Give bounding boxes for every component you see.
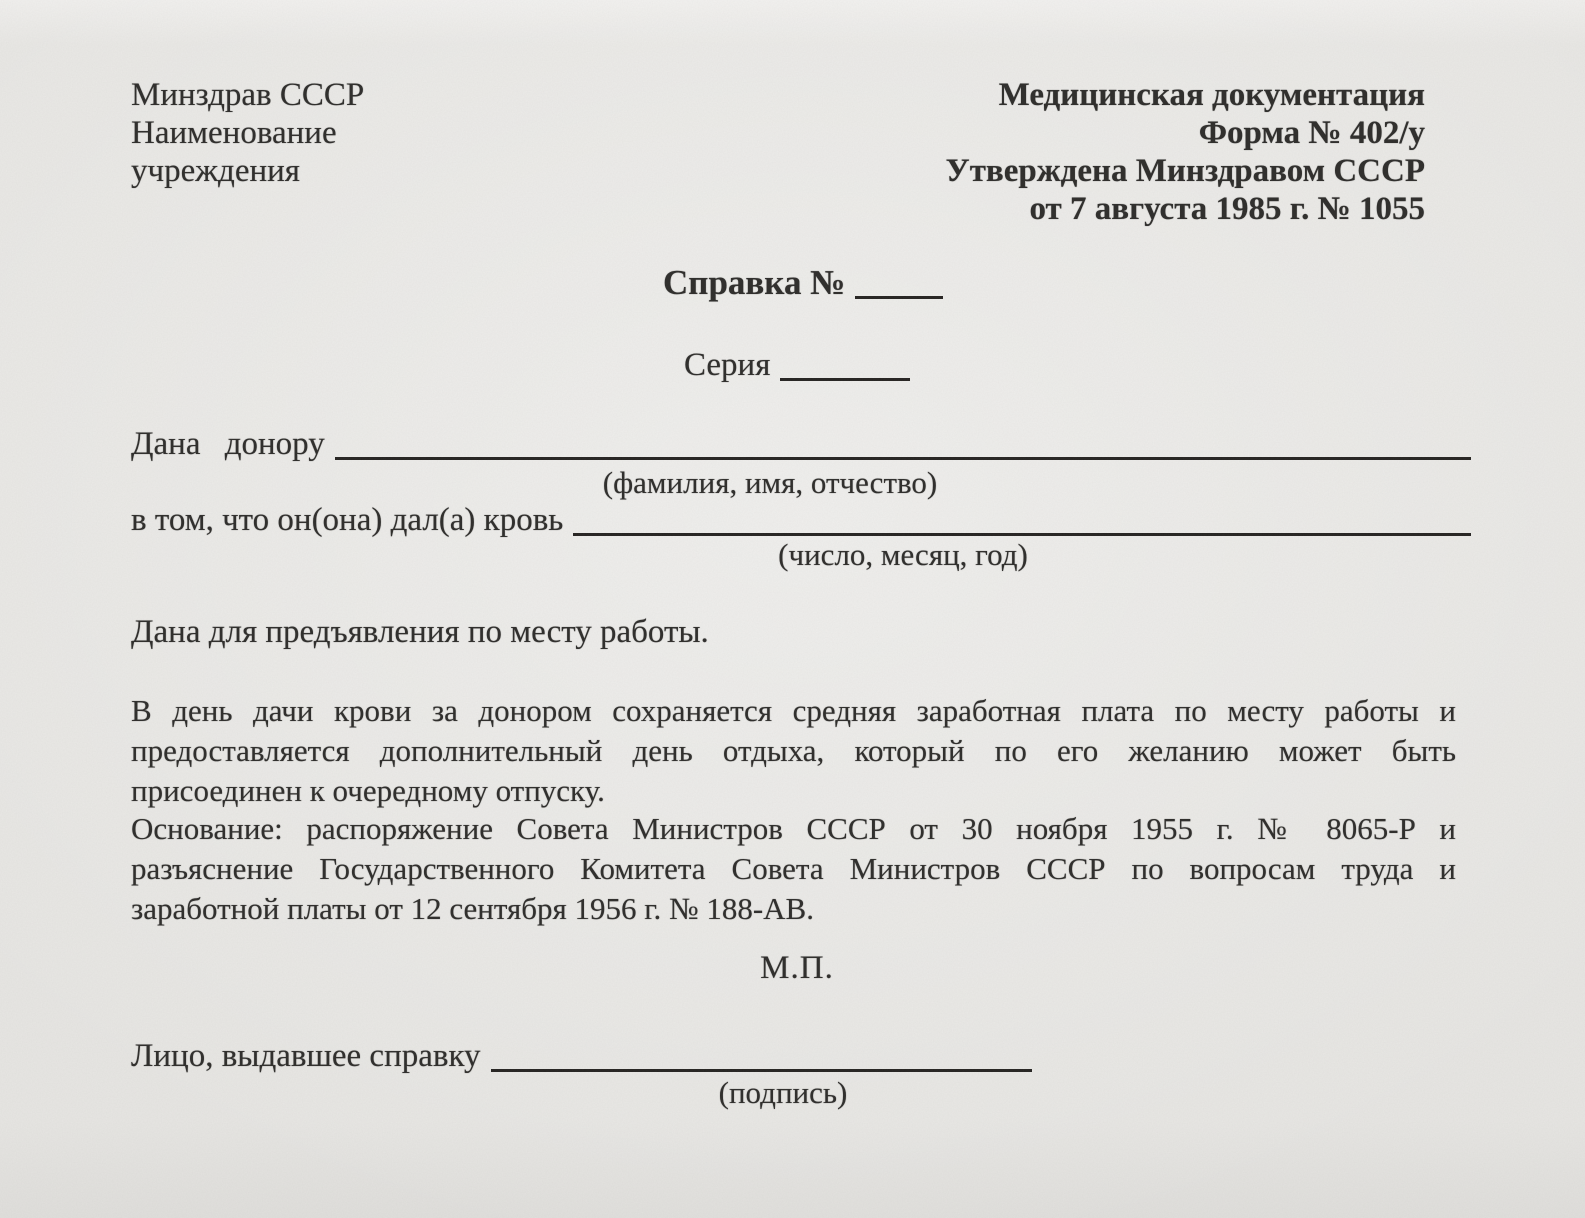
text-line: Утверждена Минздравом СССР bbox=[945, 153, 1425, 189]
text-line: учреждения bbox=[131, 153, 300, 189]
series-row bbox=[684, 345, 910, 385]
donation-date-row bbox=[131, 500, 1471, 540]
text-line: заработной платы от 12 сентября 1956 г. № 188-АВ. bbox=[131, 891, 814, 926]
text-line: Медицинская документация bbox=[998, 77, 1425, 113]
donor-name-caption: (фамилия, имя, отчество) bbox=[602, 465, 938, 500]
donation-date-blank bbox=[573, 526, 1471, 536]
certificate-number-label: Справка № bbox=[663, 263, 846, 302]
text-line: предоставляется дополнительный день отдыха, который по его желанию может быть bbox=[131, 733, 1456, 768]
text-line: Форма № 402/у bbox=[1198, 115, 1425, 151]
text-line: Минздрав СССР bbox=[131, 77, 365, 113]
benefits-paragraph bbox=[131, 691, 1456, 811]
donation-date-label: в том, что он(она) дал(а) кровь bbox=[131, 502, 564, 538]
text-line: разъяснение Государственного Комитета Совета Министров СССР по вопросам труда и bbox=[131, 851, 1456, 886]
donor-name-label: Дана донору bbox=[131, 426, 325, 462]
doc-approval-block bbox=[945, 76, 1425, 228]
text-line: Основание: распоряжение Совета Министров СССР от 30 ноября 1955 г. № 8065-Р и bbox=[131, 811, 1456, 846]
certificate-number-blank bbox=[855, 289, 943, 299]
issuer-signature-row bbox=[131, 1036, 1032, 1076]
series-blank bbox=[780, 371, 910, 381]
issuing-org-block bbox=[131, 76, 364, 190]
issuer-signature-blank bbox=[491, 1062, 1032, 1072]
donation-date-caption: (число, месяц, год) bbox=[778, 537, 1028, 572]
certificate-number-row bbox=[663, 263, 943, 303]
series-label: Серия bbox=[684, 347, 771, 383]
signature-caption: (подпись) bbox=[718, 1075, 848, 1110]
text-line: от 7 августа 1985 г. № 1055 bbox=[1029, 191, 1425, 227]
purpose-statement: Дана для предъявления по месту работы. bbox=[131, 614, 709, 650]
donor-name-row bbox=[131, 424, 1471, 464]
donor-name-blank bbox=[335, 450, 1471, 460]
text-line: присоединен к очередному отпуску. bbox=[131, 773, 605, 808]
legal-basis-paragraph bbox=[131, 809, 1456, 929]
text-line: В день дачи крови за донором сохраняется средняя заработная плата по месту работы и bbox=[131, 693, 1456, 728]
issuer-label: Лицо, выдавшее справку bbox=[131, 1038, 481, 1074]
text-line: Наименование bbox=[131, 115, 337, 151]
stamp-place-label: М.П. bbox=[760, 950, 834, 986]
